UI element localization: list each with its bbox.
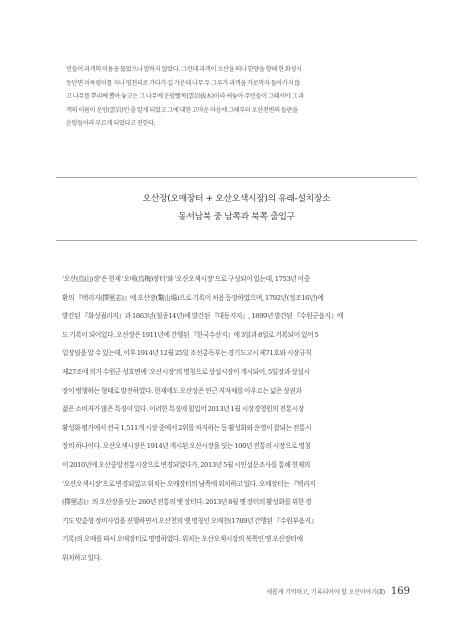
intro-line: 운암들이라 부르게 되었다고 전한다. bbox=[66, 120, 156, 128]
heading-bottom-rule bbox=[56, 240, 417, 241]
body-line: 기도 맞춤형 정비사업을 진행하면서 오산천의 옛 명칭인 오매천(1789년 간행된 『수원부읍지』 bbox=[62, 516, 317, 525]
intro-line: 고 나무를 뿌리째 뽑아 놓고는 그 나무에 운암빨목(雲岩拔木)이라 써놓아 주민들이 그때서야 그 과 bbox=[66, 93, 304, 101]
body-line: 이 2010년에 오산중앙전통시장으로 변경되었다가, 2013년 5월 시민설문조사를 통해 현재의 bbox=[62, 460, 310, 469]
section-heading bbox=[56, 177, 417, 241]
heading-line-1: 오산장(오매장터 + 오산오색시장)의 유래-설치장소 bbox=[142, 194, 331, 204]
intro-line: 객의 이름이 운암(雲岩)인 줄 알게 되었고 그에 대한 고마운 마음에 그때부터 오산천변의 들판을 bbox=[66, 106, 298, 114]
body-paragraph bbox=[62, 270, 417, 568]
intro-line: 민들이 과객의 이름을 물었으나 말하지 않았다. 그런데 과객이 오산을 떠나 한양을 향해 현 화성시 bbox=[66, 66, 302, 73]
body-line: 위치하고 있다. bbox=[62, 553, 102, 562]
body-line: 젊은 소비자가 많은 특징이 있다. 이러한 특징에 힘입어 2013년 1월 시장경영원의 전통시장 bbox=[62, 405, 304, 414]
heading-line-2: 동서남북 중 남쪽과 북쪽 출입구 bbox=[178, 212, 295, 222]
body-line: (擇里志)』의 오산장을 잇는 260년 전통의 옛 장터다. 2013년 8월 옛 장터의 활성화를 위한 경 bbox=[62, 498, 312, 507]
body-line: 일장임을 알 수 있는데, 이후 1914년 12월 25일 조선총독부는 경기도고시 제71호와 시장규칙 bbox=[62, 349, 312, 358]
page-footer bbox=[266, 586, 410, 597]
body-line: 장의 하나이다. 오산오색시장은 1914년 개시된 오산시장을 잇는 100년 전통의 시장으로 명칭 bbox=[62, 442, 311, 451]
body-line: ‘오산(烏山)장’은 현재 ‘오매(烏梅)장터’와 ‘오산오색시장’으로 구성되어 있는데, 1753년 이중 bbox=[62, 275, 310, 283]
body-line: 활성화 평가에서 전국 1,511개 시장 중에서 2위를 차지하는 등 활성화와 운영이 잘되는 전통시 bbox=[62, 423, 312, 432]
intro-paragraph bbox=[66, 63, 412, 131]
body-line: ‘오산오색시장’으로 변경되었고 위치는 오매장터의 남쪽에 위치하고 있다. 오매장터는 『택리지 bbox=[62, 479, 316, 488]
heading-top-rule bbox=[56, 177, 417, 178]
intro-line: 동탄면 미륵령이를 지나 영천리로 가다가 길 가운데 나무 두 그루가 과객을 가로막자 돌아가지 않 bbox=[66, 79, 300, 87]
body-line: 장이 병행하는 형태로 발전하였다. 현재에도 오산장은 인근 지자체를 아우르는 넓은 상권과 bbox=[62, 386, 302, 395]
body-line: 제27조에 의거 수원군 성호면에 ‘오산시장’의 명칭으로 상설시장이 개시되어, 5일장과 상설시 bbox=[62, 367, 310, 376]
body-line: 환의 『택리지(擇里志)』에 오산장(鰲山場)으로 기록이 처음 등장하였으며, 1792년(정조16년)에 bbox=[62, 293, 324, 302]
page-number: 169 bbox=[390, 586, 410, 597]
body-line: 발간된 『화성궐리지』과 1863년(철종14년)에 발간된 『대동지지』, 1899년 발간된 『수원군읍지』에 bbox=[62, 312, 344, 321]
running-footer-title: 새롭게 기억하고, 기록되어야 할 오산이야기(Ⅱ) bbox=[266, 589, 385, 596]
body-line: 기록)의 오매를 따서 오매장터로 명명하였다. 위치는 오산오색시장의 북쪽인 옛 오산장터에 bbox=[62, 535, 303, 544]
body-line: 도 기록이 되어있다. 오산장은 1911년에 간행된 『한국수산지』에 3일과 8일로 기록되어 있어 5 bbox=[62, 330, 319, 339]
